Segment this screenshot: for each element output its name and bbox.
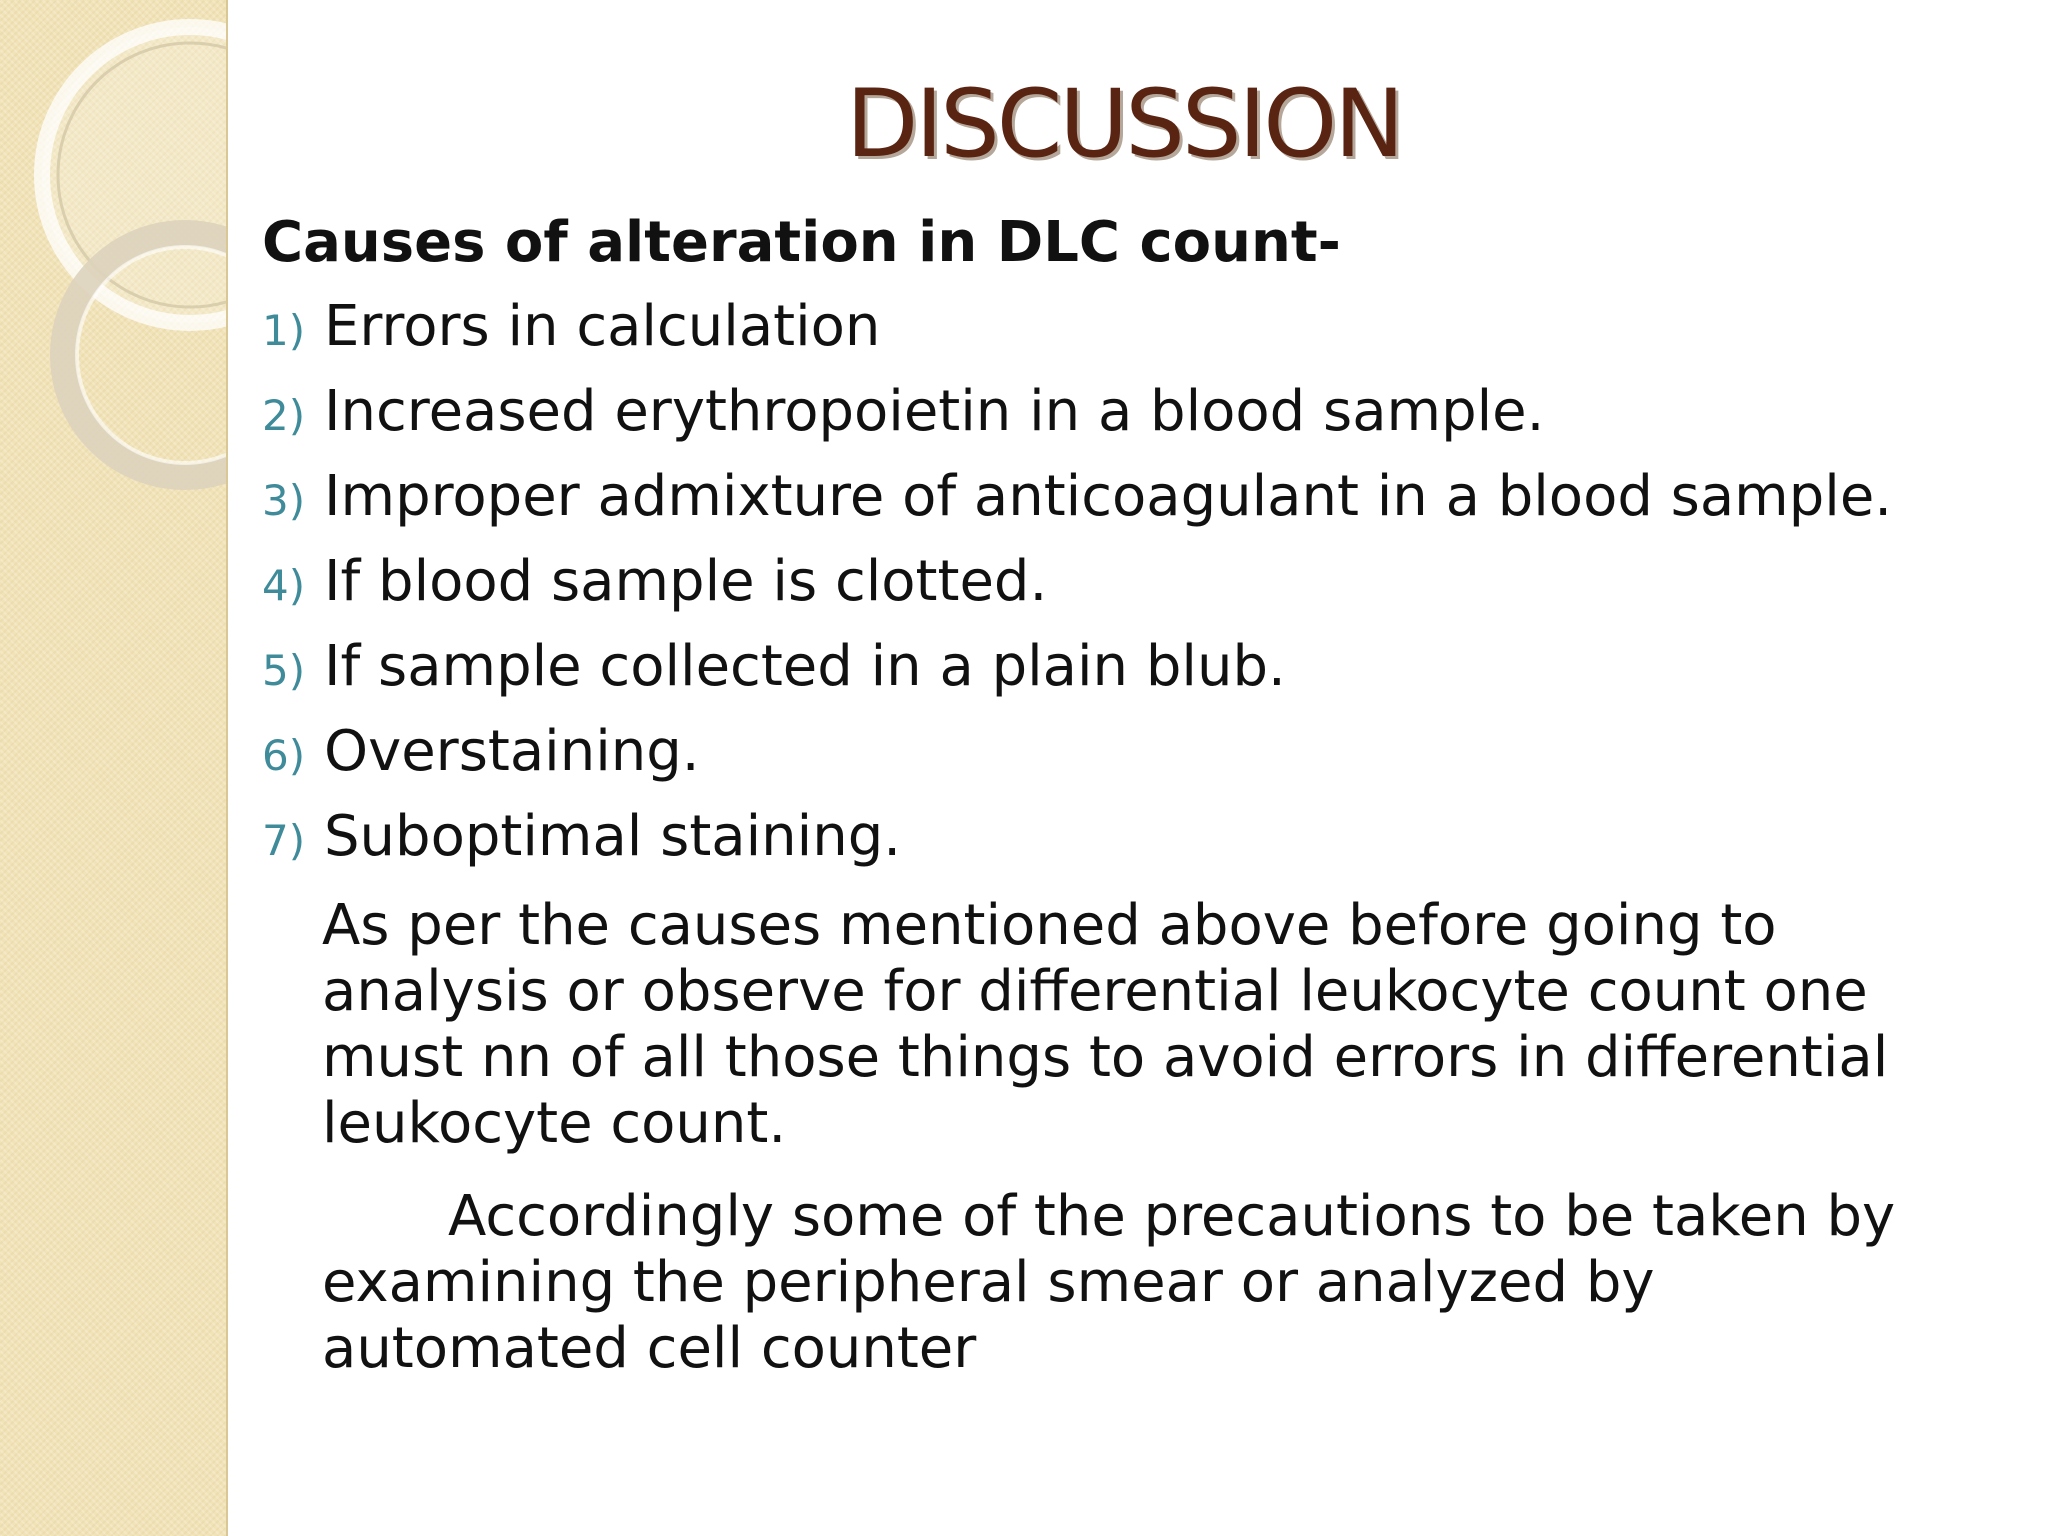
list-item (262, 381, 1544, 443)
section-heading: Causes of alteration in DLC count- (262, 210, 1341, 275)
paragraph-line: As per the causes mentioned above before going to (322, 893, 1777, 958)
list-item-number: 3) (262, 476, 306, 525)
list-item (262, 721, 700, 783)
list-item-text: Errors in calculation (324, 294, 881, 359)
list-item-text: Overstaining. (324, 719, 700, 784)
decorative-rings-graphic (0, 0, 226, 1536)
list-item-text: If blood sample is clotted. (324, 549, 1048, 614)
list-item-number: 6) (262, 731, 306, 780)
paragraph-line: examining the peripheral smear or analyzed by (322, 1250, 1655, 1315)
list-item (262, 636, 1286, 698)
list-item-number: 5) (262, 646, 306, 695)
list-item-number: 1) (262, 306, 306, 355)
paragraph-line: Accordingly some of the precautions to be taken by (448, 1184, 1896, 1249)
paragraph-precautions (322, 1184, 1895, 1382)
list-item-number: 2) (262, 391, 306, 440)
list-item-text: Improper admixture of anticoagulant in a blood sample. (324, 464, 1893, 529)
list-item (262, 296, 880, 358)
list-item-text: Increased erythropoietin in a blood sample. (324, 379, 1545, 444)
list-item-text: If sample collected in a plain blub. (324, 634, 1286, 699)
paragraph-line: automated cell counter (322, 1316, 977, 1381)
list-item-text: Suboptimal staining. (324, 804, 902, 869)
list-item (262, 551, 1047, 613)
paragraph-line: analysis or observe for differential leukocyte count one (322, 959, 1868, 1024)
paragraph-summary (322, 893, 1888, 1157)
list-item (262, 806, 901, 868)
list-item-number: 7) (262, 816, 306, 865)
list-item (262, 466, 1892, 528)
slide-title: DISCUSSION (846, 70, 1402, 179)
paragraph-line: leukocyte count. (322, 1091, 787, 1156)
decorative-sidebar (0, 0, 228, 1536)
list-item-number: 4) (262, 561, 306, 610)
decorative-ring-fill (42, 27, 226, 323)
paragraph-line: must nn of all those things to avoid errors in differential (322, 1025, 1889, 1090)
